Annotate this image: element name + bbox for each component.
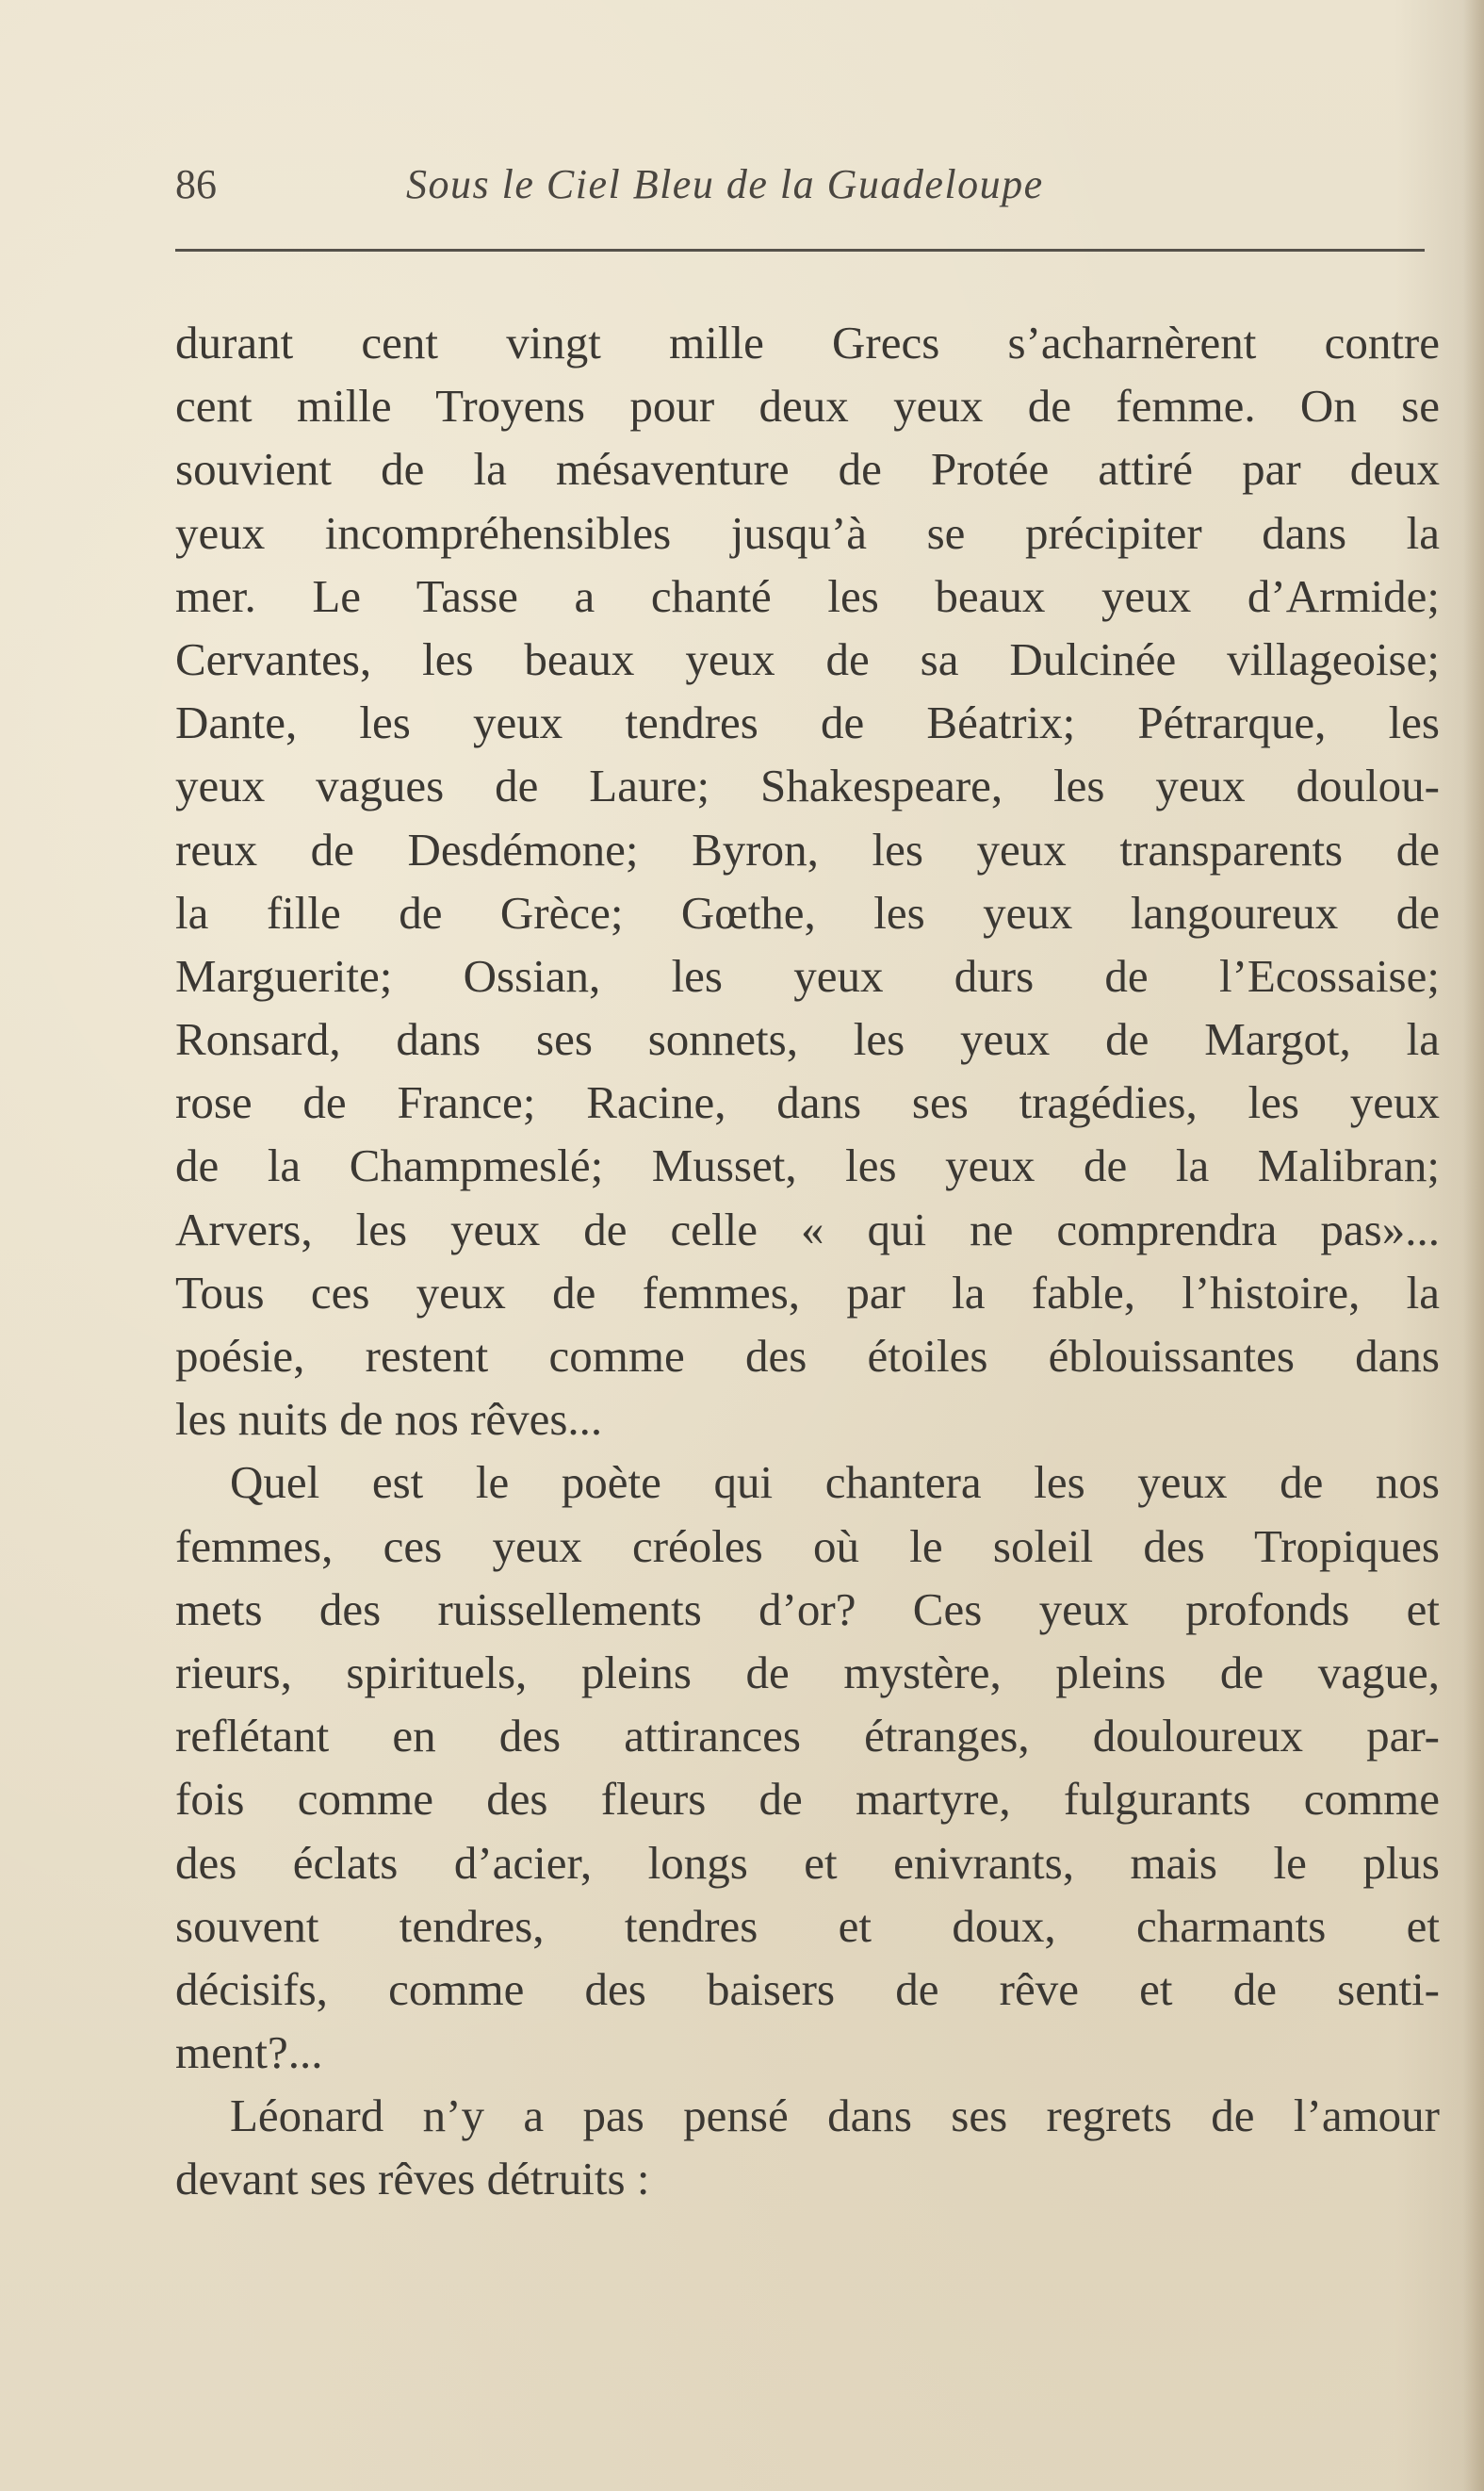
text-line: durant cent vingt mille Grecs s’acharnèrent contre [175, 317, 1440, 369]
text-line: Tous ces yeux de femmes, par la fable, l’histoire, la [175, 1266, 1440, 1319]
text-line: poésie, restent comme des étoiles éblouissantes dans [175, 1330, 1440, 1382]
text-line: les nuits de nos rêves... [175, 1393, 603, 1446]
running-title: Sous le Ciel Bleu de la Guadeloupe [406, 161, 1044, 207]
body-text [175, 311, 1440, 2211]
text-line: Ronsard, dans ses sonnets, les yeux de Margot, la [175, 1013, 1440, 1066]
text-line: souvient de la mésaventure de Protée attiré par deux [175, 443, 1440, 496]
text-line: devant ses rêves détruits : [175, 2153, 650, 2205]
page-header [175, 156, 1428, 213]
page-number: 86 [175, 161, 217, 207]
header-rule [175, 249, 1425, 252]
text-line: rieurs, spirituels, pleins de mystère, pleins de vague, [175, 1646, 1440, 1698]
text-line: Arvers, les yeux de celle « qui ne comprendra pas»... [175, 1203, 1440, 1255]
text-line: la fille de Grèce; Gœthe, les yeux langoureux de [175, 886, 1440, 939]
text-line: des éclats d’acier, longs et enivrants, mais le plus [175, 1836, 1440, 1889]
text-line: femmes, ces yeux créoles où le soleil des Tropiques [175, 1519, 1440, 1572]
text-line: cent mille Troyens pour deux yeux de femme. On se [175, 380, 1440, 433]
paragraph-start-line: Léonard n’y a pas pensé dans ses regrets de l’amour [230, 2089, 1440, 2142]
text-line: mets des ruissellements d’or? Ces yeux profonds et [175, 1582, 1440, 1635]
text-line: de la Champmeslé; Musset, les yeux de la Malibran; [175, 1139, 1440, 1192]
text-line: Dante, les yeux tendres de Béatrix; Pétrarque, les [175, 696, 1440, 749]
paragraph-start-line: Quel est le poète qui chantera les yeux de nos [230, 1456, 1440, 1509]
text-line: ment?... [175, 2026, 323, 2079]
text-line: fois comme des fleurs de martyre, fulgurants comme [175, 1773, 1440, 1826]
text-line: Marguerite; Ossian, les yeux durs de l’Ecossaise; [175, 949, 1440, 1002]
text-line: Cervantes, les beaux yeux de sa Dulcinée villageoise; [175, 632, 1440, 685]
text-line: yeux vagues de Laure; Shakespeare, les yeux doulou- [175, 760, 1440, 812]
page-edge-shadow [1463, 0, 1484, 2491]
text-line: rose de France; Racine, dans ses tragédies, les yeux [175, 1076, 1440, 1129]
text-line: mer. Le Tasse a chanté les beaux yeux d’Armide; [175, 569, 1440, 622]
text-line: reux de Desdémone; Byron, les yeux transparents de [175, 823, 1440, 876]
text-line: reflétant en des attirances étranges, douloureux par- [175, 1710, 1440, 1762]
text-line: décisifs, comme des baisers de rêve et de senti- [175, 1962, 1440, 2015]
text-line: yeux incompréhensibles jusqu’à se précipiter dans la [175, 506, 1440, 559]
text-line: souvent tendres, tendres et doux, charmants et [175, 1899, 1440, 1952]
